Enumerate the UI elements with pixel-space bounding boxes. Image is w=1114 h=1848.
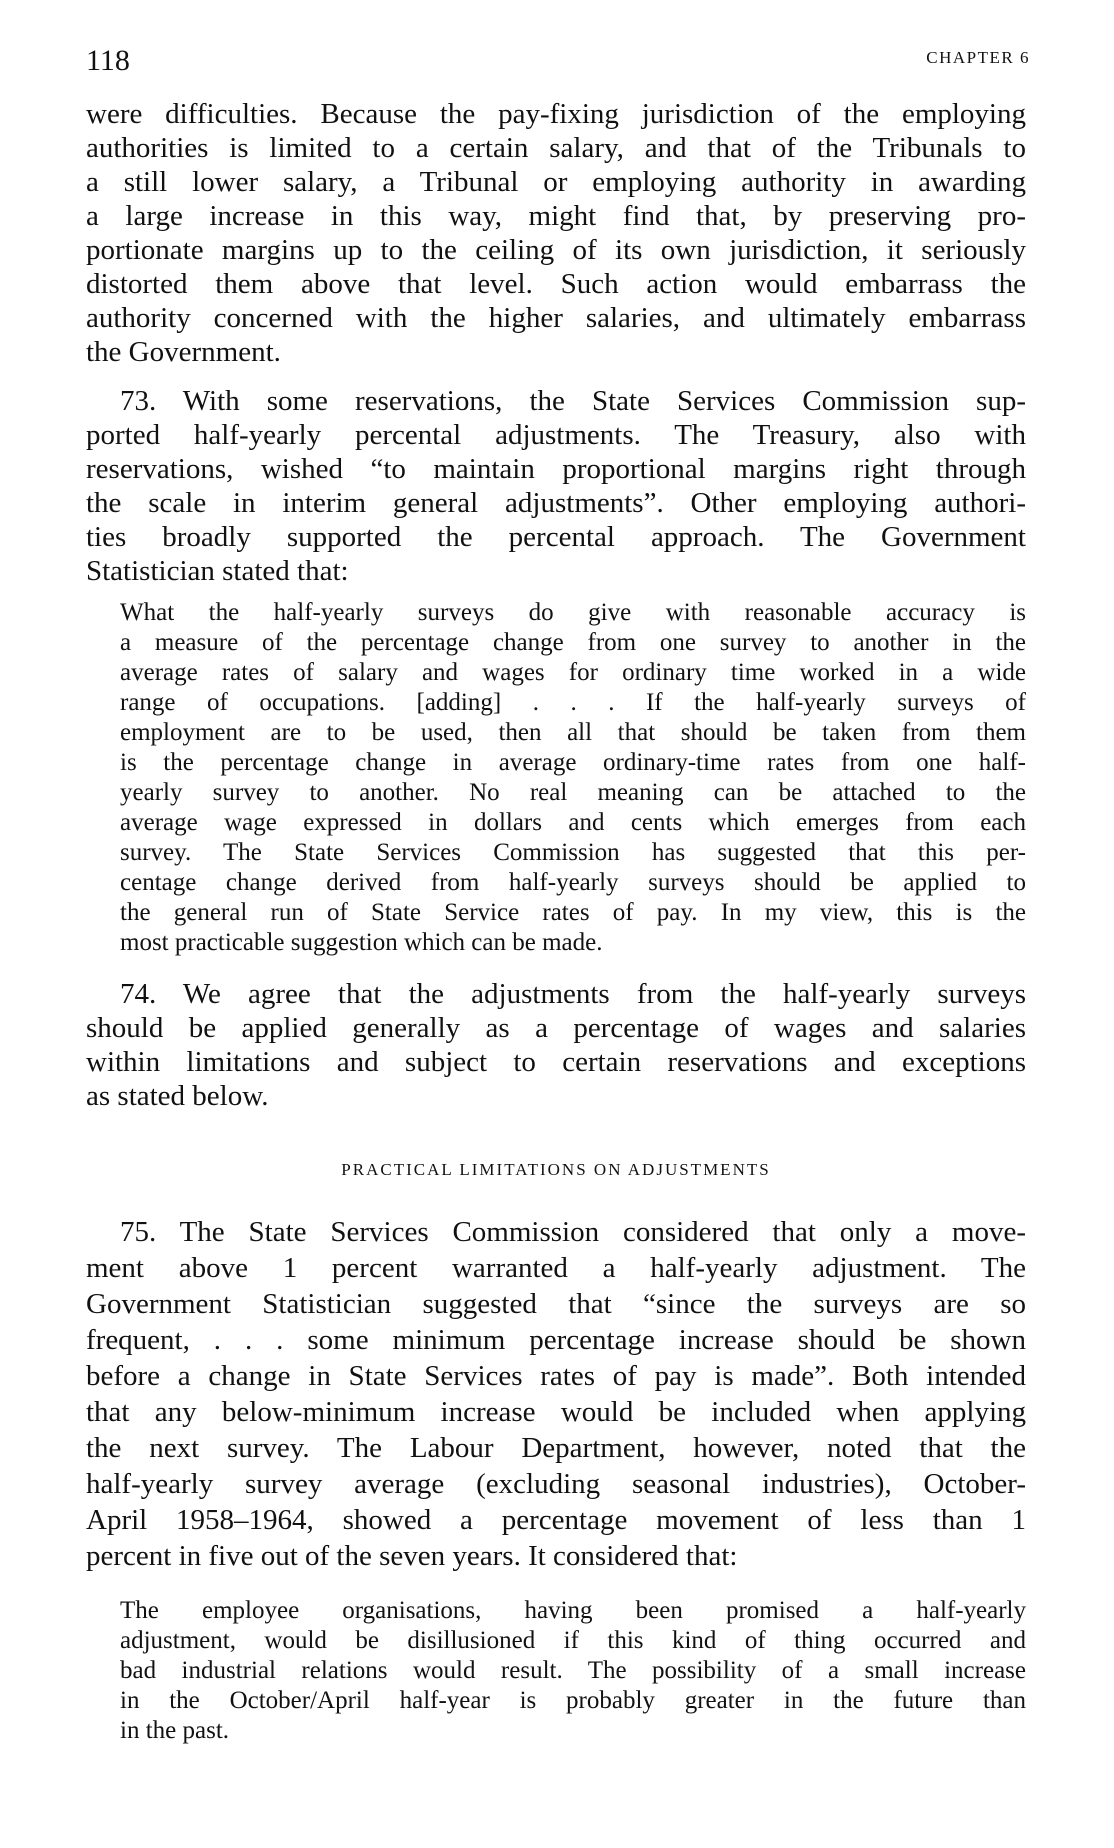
- body-line: the scale in interim general adjustments”. Other employing authori-: [86, 487, 1026, 519]
- body-line: Government Statistician suggested that “since the surveys are so: [86, 1288, 1026, 1320]
- body-line: reservations, wished “to maintain proportional margins right through: [86, 453, 1026, 485]
- body-line: as stated below.: [86, 1080, 269, 1112]
- body-line: ported half-yearly percental adjustments. The Treasury, also with: [86, 419, 1026, 451]
- body-line: portionate margins up to the ceiling of its own jurisdiction, it seriously: [86, 234, 1026, 266]
- quote-line: average rates of salary and wages for ordinary time worked in a wide: [120, 659, 1026, 686]
- quote-line: yearly survey to another. No real meaning can be attached to the: [120, 779, 1026, 806]
- section-heading: PRACTICAL LIMITATIONS ON ADJUSTMENTS: [341, 1160, 771, 1179]
- quote-line: most practicable suggestion which can be made.: [120, 929, 603, 956]
- quote-line: centage change derived from half-yearly surveys should be applied to: [120, 869, 1026, 896]
- quote-line: survey. The State Services Commission has suggested that this per-: [120, 839, 1026, 866]
- quote-line: a measure of the percentage change from one survey to another in the: [120, 629, 1026, 656]
- quote-line: adjustment, would be disillusioned if this kind of thing occurred and: [120, 1627, 1026, 1654]
- body-line: distorted them above that level. Such action would embarrass the: [86, 268, 1026, 300]
- quote-line: the general run of State Service rates of pay. In my view, this is the: [120, 899, 1026, 926]
- body-line: before a change in State Services rates of pay is made”. Both intended: [86, 1360, 1026, 1392]
- body-line: authority concerned with the higher salaries, and ultimately embarrass: [86, 302, 1026, 334]
- page-number: 118: [86, 44, 130, 77]
- quote-line: range of occupations. [adding] . . . If the half-yearly surveys of: [120, 689, 1026, 716]
- quote-line: The employee organisations, having been promised a half-yearly: [120, 1597, 1026, 1624]
- body-line: a still lower salary, a Tribunal or employing authority in awarding: [86, 166, 1026, 198]
- page-header: [86, 44, 1030, 84]
- paragraph-75-start: 75. The State Services Commission considered that only a move-: [120, 1216, 1026, 1248]
- body-line: ties broadly supported the percental approach. The Government: [86, 521, 1026, 553]
- quote-line: employment are to be used, then all that should be taken from them: [120, 719, 1026, 746]
- paragraph-73-start: 73. With some reservations, the State Services Commission sup-: [120, 385, 1026, 417]
- paragraph-74-start: 74. We agree that the adjustments from the half-yearly surveys: [120, 978, 1026, 1010]
- body-line: the next survey. The Labour Department, however, noted that the: [86, 1432, 1026, 1464]
- body-line: authorities is limited to a certain salary, and that of the Tribunals to: [86, 132, 1026, 164]
- quote-line: in the October/April half-year is probably greater in the future than: [120, 1687, 1026, 1714]
- body-line: within limitations and subject to certain reservations and exceptions: [86, 1046, 1026, 1078]
- body-line: ment above 1 percent warranted a half-yearly adjustment. The: [86, 1252, 1026, 1284]
- body-line: that any below-minimum increase would be included when applying: [86, 1396, 1026, 1428]
- body-line: percent in five out of the seven years. It considered that:: [86, 1540, 738, 1572]
- quote-line: in the past.: [120, 1717, 230, 1744]
- chapter-label: CHAPTER 6: [926, 48, 1030, 67]
- body-line: the Government.: [86, 336, 281, 368]
- quote-line: What the half-yearly surveys do give with reasonable accuracy is: [120, 599, 1026, 626]
- body-line: should be applied generally as a percentage of wages and salaries: [86, 1012, 1026, 1044]
- body-line: a large increase in this way, might find that, by preserving pro-: [86, 200, 1026, 232]
- quote-line: average wage expressed in dollars and cents which emerges from each: [120, 809, 1026, 836]
- quote-line: bad industrial relations would result. The possibility of a small increase: [120, 1657, 1026, 1684]
- body-line: Statistician stated that:: [86, 555, 349, 587]
- body-line: April 1958–1964, showed a percentage movement of less than 1: [86, 1504, 1026, 1536]
- quote-line: is the percentage change in average ordinary-time rates from one half-: [120, 749, 1026, 776]
- body-line: were difficulties. Because the pay-fixing jurisdiction of the employing: [86, 98, 1026, 130]
- body-line: half-yearly survey average (excluding seasonal industries), October-: [86, 1468, 1026, 1500]
- body-line: frequent, . . . some minimum percentage increase should be shown: [86, 1324, 1026, 1356]
